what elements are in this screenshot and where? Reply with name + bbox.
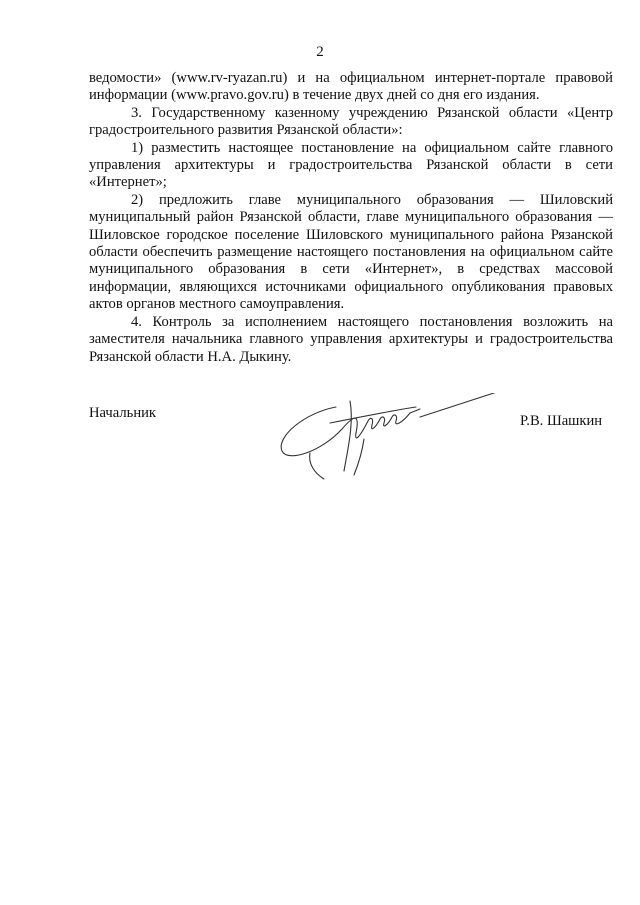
signatory-name: Р.В. Шашкин (520, 413, 603, 429)
paragraph-subitem-2: 2) предложить главе муниципального образования — Шиловский муниципальный район Рязанской области, главе муниципального образования — Шиловское городское поселение Шиловского муниципального района Рязанской области обеспечить размещение настоящего постановления на официальном сайте муниципального образования в сети «Интернет», в средствах массовой информации, являющихся источниками официального опубликования правовых актов органов местного самоуправления. (89, 191, 613, 313)
paragraph-item-3: 3. Государственному казенному учреждению Рязанской области «Центр градостроительного развития Рязанской области»: (89, 104, 613, 139)
page-number: 2 (316, 44, 324, 60)
handwritten-signature (270, 393, 520, 483)
signature-block (0, 405, 640, 485)
signatory-role: Начальник (89, 405, 157, 421)
paragraph-continuation: ведомости» (www.rv-ryazan.ru) и на официальном интернет-портале правовой информации (www.pravo.gov.ru) в течение двух дней со дня его издания. (89, 70, 613, 104)
document-body (89, 70, 613, 366)
paragraph-item-4: 4. Контроль за исполнением настоящего постановления возложить на заместителя начальника главного управления архитектуры и градостроительства Рязанской области Н.А. Дыкину. (89, 313, 613, 365)
paragraph-subitem-1: 1) разместить настоящее постановление на официальном сайте главного управления архитектуры и градостроительства Рязанской области в сети «Интернет»; (89, 139, 613, 191)
